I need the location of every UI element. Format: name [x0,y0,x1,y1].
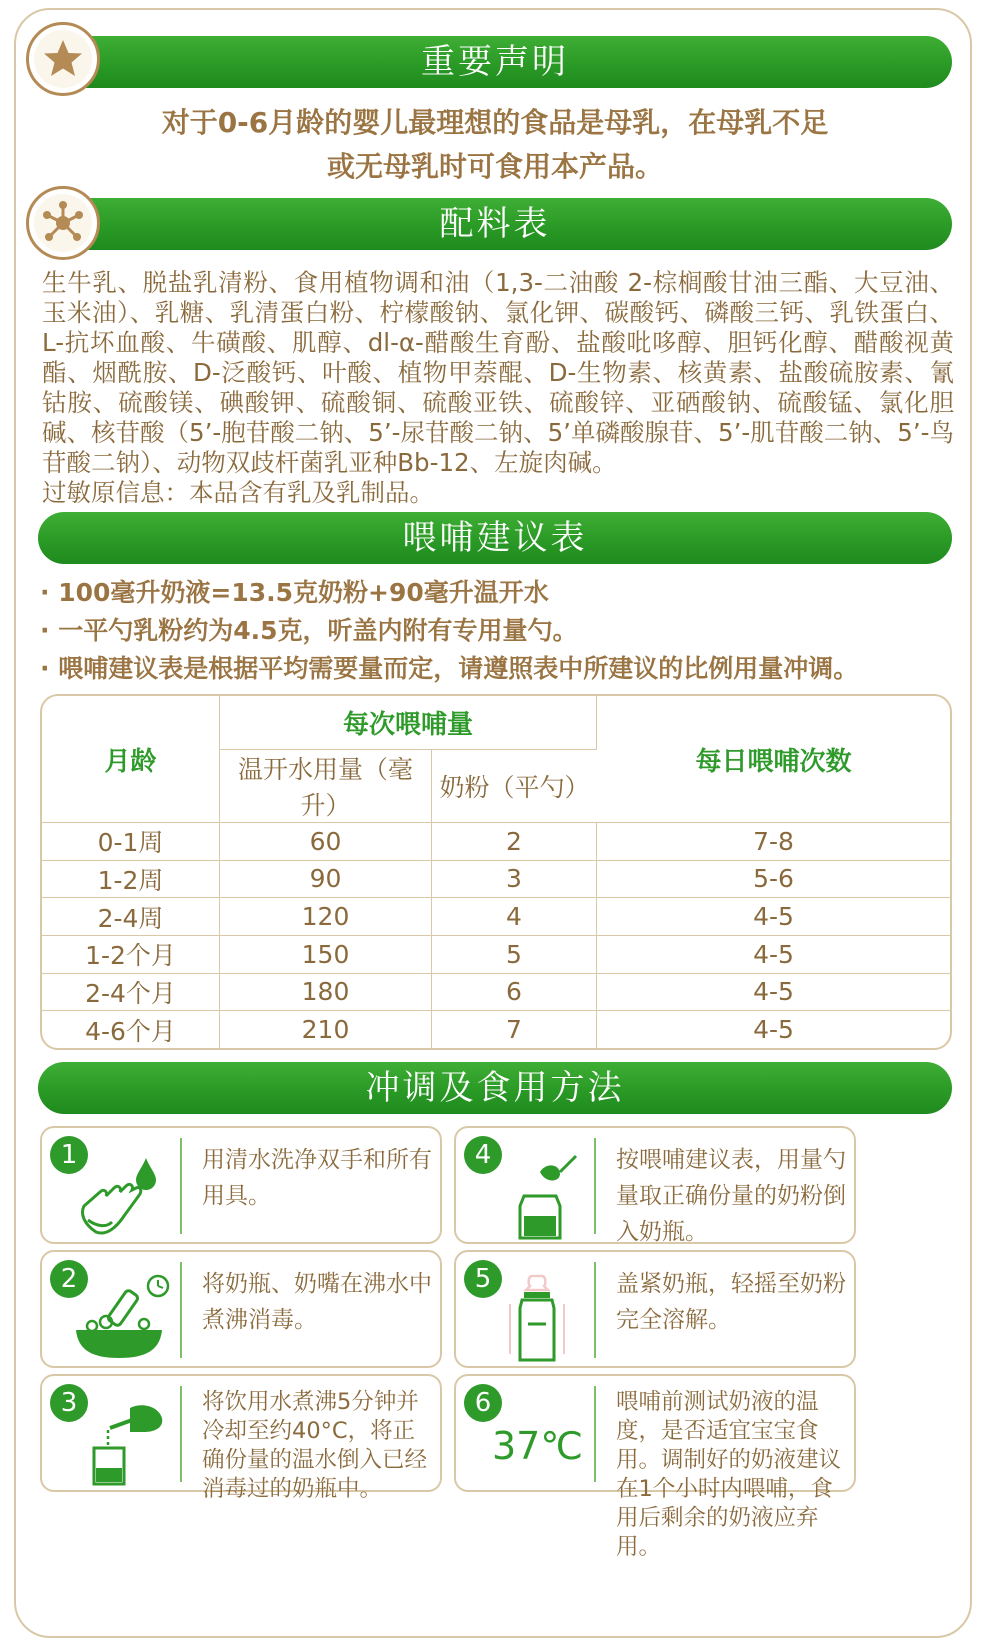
feeding-tips [40,574,960,688]
scoop-powder-icon [480,1150,590,1240]
star-badge [26,22,100,96]
step-divider [594,1386,596,1482]
table-row [42,936,950,974]
cell-age: 1-2个月 [42,936,220,974]
cell-powder: 5 [432,936,597,974]
cell-powder: 7 [432,1011,597,1048]
step-text: 用清水洗净双手和所有用具。 [202,1147,432,1209]
cell-powder: 4 [432,898,597,936]
cell-daily: 4-5 [597,898,950,936]
step-3 [40,1374,442,1502]
header-per-feed: 每次喂哺量 [220,696,597,750]
step-2 [40,1250,442,1368]
header-daily: 每日喂哺次数 [597,696,950,823]
header-powder: 奶粉（平勺） [432,750,597,823]
table-row [42,1011,950,1048]
step-number: 4 [464,1136,502,1174]
header-water: 温开水用量（毫升） [220,750,432,823]
cell-age: 1-2周 [42,861,220,899]
step-text: 将饮用水煮沸5分钟并冷却至约40°C，将正确份量的温水倒入已经消毒过的奶瓶中。 [202,1389,428,1502]
cell-daily: 4-5 [597,974,950,1012]
table-row [42,974,950,1012]
cell-age: 0-1周 [42,823,220,861]
cell-daily: 4-5 [597,936,950,974]
step-divider [594,1138,596,1234]
step-divider [180,1262,182,1358]
cell-water: 210 [220,1011,432,1048]
cell-water: 120 [220,898,432,936]
pour-water-icon [66,1398,176,1488]
step-number: 6 [464,1384,502,1422]
step-text: 喂哺前测试奶液的温度，是否适宜宝宝食用。调制好的奶液建议在1个小时内喂哺，食用后剩余的奶液应弃用。 [616,1389,842,1560]
table-row [42,898,950,936]
cell-age: 2-4个月 [42,974,220,1012]
notice-title-bar: 重要声明 [38,36,952,88]
cell-age: 4-6个月 [42,1011,220,1048]
header-age: 月龄 [42,696,220,823]
step-number: 3 [50,1384,88,1422]
notice-line-2: 或无母乳时可食用本产品。 [326,150,663,183]
cell-powder: 6 [432,974,597,1012]
shake-bottle-icon [480,1274,590,1364]
step-1 [40,1126,442,1244]
star-icon [41,37,85,81]
wash-hands-icon [66,1150,176,1240]
cell-powder: 3 [432,861,597,899]
boil-bottle-icon [66,1274,176,1364]
cell-powder: 2 [432,823,597,861]
ingredients-title-bar: 配料表 [38,198,952,250]
molecule-badge [26,186,100,260]
step-divider [180,1138,182,1234]
step-text: 盖紧奶瓶，轻摇至奶粉完全溶解。 [616,1271,846,1333]
table-row [42,861,950,899]
allergen-info: 过敏原信息：本品含有乳及乳制品。 [42,478,434,507]
step-6 [454,1374,856,1560]
step-divider [180,1386,182,1482]
tip-item: · 喂哺建议表是根据平均需要量而定，请遵照表中所建议的比例用量冲调。 [40,650,960,688]
tip-item: · 一平勺乳粉约为4.5克，听盖内附有专用量勺。 [40,612,960,650]
step-4 [454,1126,856,1244]
cell-water: 90 [220,861,432,899]
feeding-table [40,694,952,1050]
notice-line-1: 对于0-6月龄的婴儿最理想的食品是母乳，在母乳不足 [161,106,829,139]
table-row [42,823,950,861]
ingredients-text [42,268,954,508]
cell-water: 60 [220,823,432,861]
step-number: 5 [464,1260,502,1298]
cell-daily: 4-5 [753,1015,794,1045]
cell-age: 2-4周 [42,898,220,936]
cell-water: 150 [220,936,432,974]
cell-daily: 7-8 [597,823,950,861]
feeding-title-bar: 喂哺建议表 [38,512,952,564]
cell-daily: 5-6 [597,861,950,899]
step-number: 1 [50,1136,88,1174]
method-title-bar: 冲调及食用方法 [38,1062,952,1114]
step-number: 2 [50,1260,88,1298]
step-text: 按喂哺建议表，用量勺量取正确份量的奶粉倒入奶瓶。 [616,1147,846,1245]
temperature-label: 37℃ [492,1424,584,1468]
step-text: 将奶瓶、奶嘴在沸水中煮沸消毒。 [202,1271,432,1333]
step-5 [454,1250,856,1368]
ingredients-list: 生牛乳、脱盐乳清粉、食用植物调和油（1,3-二油酸 2-棕榈酸甘油三酯、大豆油、玉米油）、乳糖、乳清蛋白粉、柠檬酸钠、氯化钾、碳酸钙、磷酸三钙、乳铁蛋白、L-抗坏血酸、牛磺酸、肌醇、dl-α-醋酸生育酚、盐酸吡哆醇、胆钙化醇、醋酸视黄酯、烟酰胺、D-泛酸钙、叶酸、植物甲萘醌、D-生物素、核黄素、盐酸硫胺素、氰钴胺、硫酸镁、碘酸钾、硫酸铜、硫酸亚铁、硫酸锌、亚硒酸钠、硫酸锰、氯化胆碱、核苷酸（5’-胞苷酸二钠、5’-尿苷酸二钠、5’单磷酸腺苷、5’-肌苷酸二钠、5’-鸟苷酸二钠）、动物双歧杆菌乳亚种Bb-12、左旋肉碱。 [42,268,954,477]
molecule-icon [39,199,87,247]
cell-water: 180 [220,974,432,1012]
tip-item: · 100毫升奶液=13.5克奶粉+90毫升温开水 [40,574,960,612]
step-divider [594,1262,596,1358]
